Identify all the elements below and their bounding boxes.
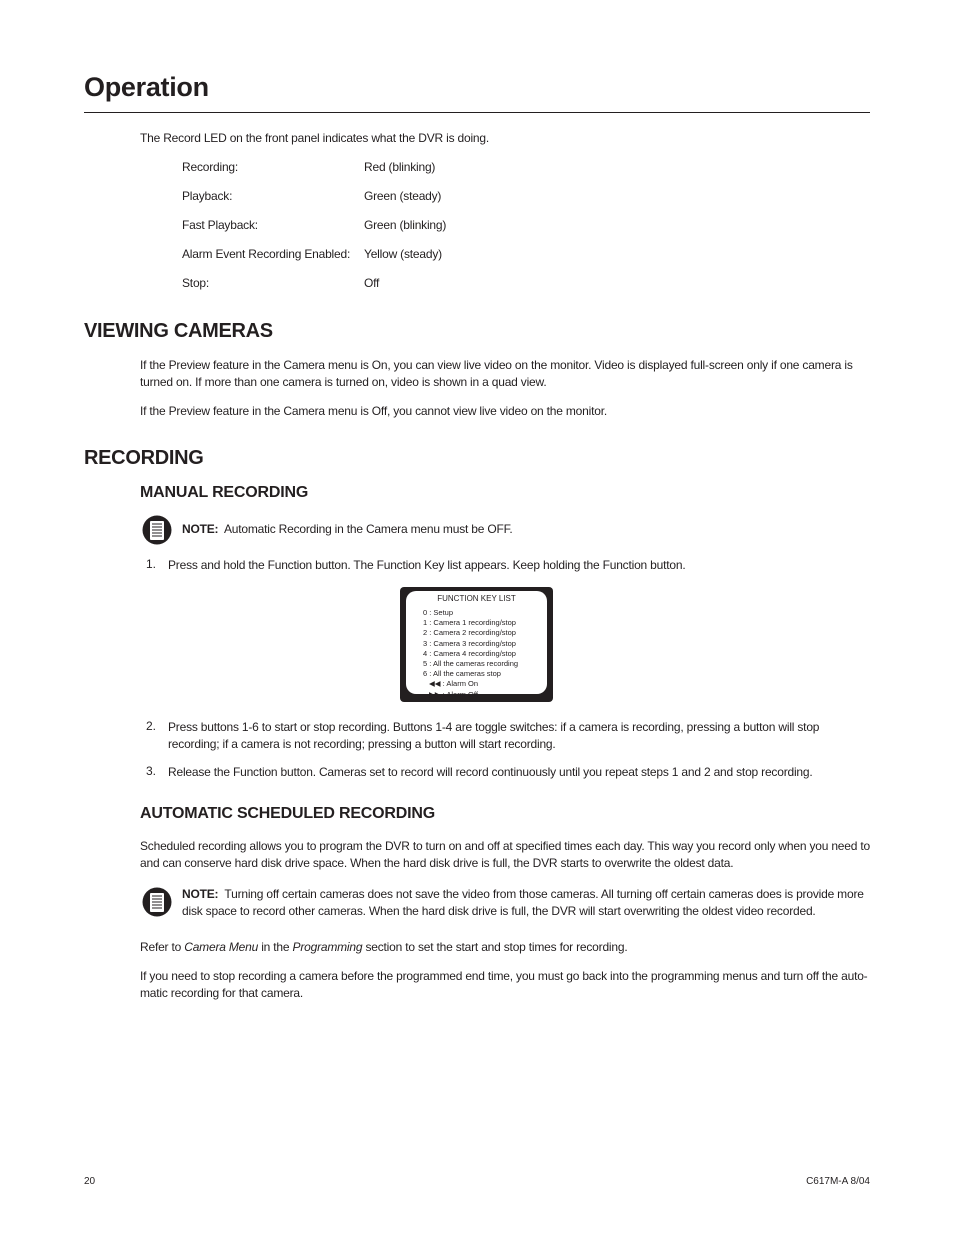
step-text: Release the Function button. Cameras set to record will record continuously until you repeat steps 1 and 2 and stop recording.	[168, 765, 813, 779]
led-state: Green (blinking)	[364, 218, 447, 232]
automatic-paragraph-3: If you need to stop recording a camera before the programmed end time, you must go back into the programming menus and turn off the auto-matic recording for that camera.	[140, 969, 868, 1000]
refer-pre: Refer to	[140, 940, 185, 954]
screen-list	[423, 608, 518, 700]
led-mode: Recording:	[182, 160, 239, 174]
viewing-paragraph-2: If the Preview feature in the Camera menu is Off, you cannot view live video on the monitor.	[140, 404, 607, 418]
led-mode: Playback:	[182, 189, 233, 203]
title-rule	[84, 112, 870, 113]
note-label: NOTE:	[182, 522, 219, 536]
led-state: Yellow (steady)	[364, 247, 442, 261]
note-icon	[142, 886, 172, 918]
step-number: 2.	[146, 719, 157, 733]
automatic-recording-heading: AUTOMATIC SCHEDULED RECORDING	[140, 805, 435, 822]
screen-list-item: ▶▶ : Alarm Off	[429, 689, 478, 699]
led-state: Off	[364, 276, 380, 290]
screen-list-item: 5 : All the cameras recording	[423, 658, 519, 668]
note-body: Automatic Recording in the Camera menu must be OFF.	[223, 522, 513, 536]
document-code: C617M-A 8/04	[806, 1176, 870, 1187]
automatic-paragraph-1: Scheduled recording allows you to program the DVR to turn on and off at specified times each day. This way you record only when you need to and can conserve hard disk drive space. When the hard disk drive is full, the DVR starts to overwrite the oldest data.	[140, 839, 870, 870]
screen-list-item: 6 : All the cameras stop	[423, 669, 501, 679]
recording-heading: RECORDING	[84, 447, 204, 469]
intro-text: The Record LED on the front panel indicates what the DVR is doing.	[140, 131, 490, 145]
manual-note	[182, 521, 872, 538]
screen-title: FUNCTION KEY LIST	[437, 594, 516, 603]
screen-list-item: 0 : Setup	[423, 608, 454, 617]
step-text: Press and hold the Function button. The Function Key list appears. Keep holding the Function button.	[168, 558, 686, 572]
led-state: Green (steady)	[364, 189, 442, 203]
screen-list-item: 3 : Camera 3 recording/stop	[423, 638, 516, 648]
refer-mid: in the	[258, 940, 293, 954]
screen-list-item: 2 : Camera 2 recording/stop	[423, 628, 516, 638]
screen-display	[406, 591, 547, 699]
automatic-note	[182, 886, 872, 920]
screen-list-item: 1 : Camera 1 recording/stop	[423, 618, 516, 628]
function-key-list-screen	[400, 587, 553, 702]
camera-menu-reference: Camera Menu	[184, 940, 259, 954]
led-mode: Fast Playback:	[182, 218, 258, 232]
manual-recording-heading: MANUAL RECORDING	[140, 484, 309, 501]
programming-reference: Programming	[292, 940, 363, 954]
screen-list-item: ◀◀ : Alarm On	[429, 679, 479, 689]
screen-list-item: 4 : Camera 4 recording/stop	[423, 648, 516, 658]
note-body: Turning off certain cameras does not save the video from those cameras. All turning off certain cameras does is provide more disk space to record other cameras. When the hard disk drive is full, the DVR will start overwriting the oldest video recorded.	[182, 887, 864, 918]
refer-post: section to set the start and stop times for recording.	[362, 940, 628, 954]
note-icon	[142, 514, 172, 546]
viewing-cameras-heading: VIEWING CAMERAS	[84, 320, 273, 342]
led-mode: Alarm Event Recording Enabled:	[182, 247, 351, 261]
led-mode: Stop:	[182, 276, 210, 290]
step-number: 3.	[146, 764, 157, 778]
led-state: Red (blinking)	[364, 160, 436, 174]
page-title: Operation	[84, 72, 209, 102]
page-number: 20	[84, 1176, 96, 1187]
step-text: Press buttons 1-6 to start or stop recording. Buttons 1-4 are toggle switches: if a camera is recording, pressing a button will stop recording; if a camera is not recording; pressing a button will start recording.	[168, 720, 820, 751]
refer-paragraph	[140, 939, 870, 956]
note-label: NOTE:	[182, 887, 219, 901]
viewing-paragraph-1: If the Preview feature in the Camera menu is On, you can view live video on the monitor. Video is displayed full-screen only if one camera is turned on. If more than one camera is turned on, video is shown in a quad view.	[140, 358, 853, 389]
step-number: 1.	[146, 557, 157, 571]
